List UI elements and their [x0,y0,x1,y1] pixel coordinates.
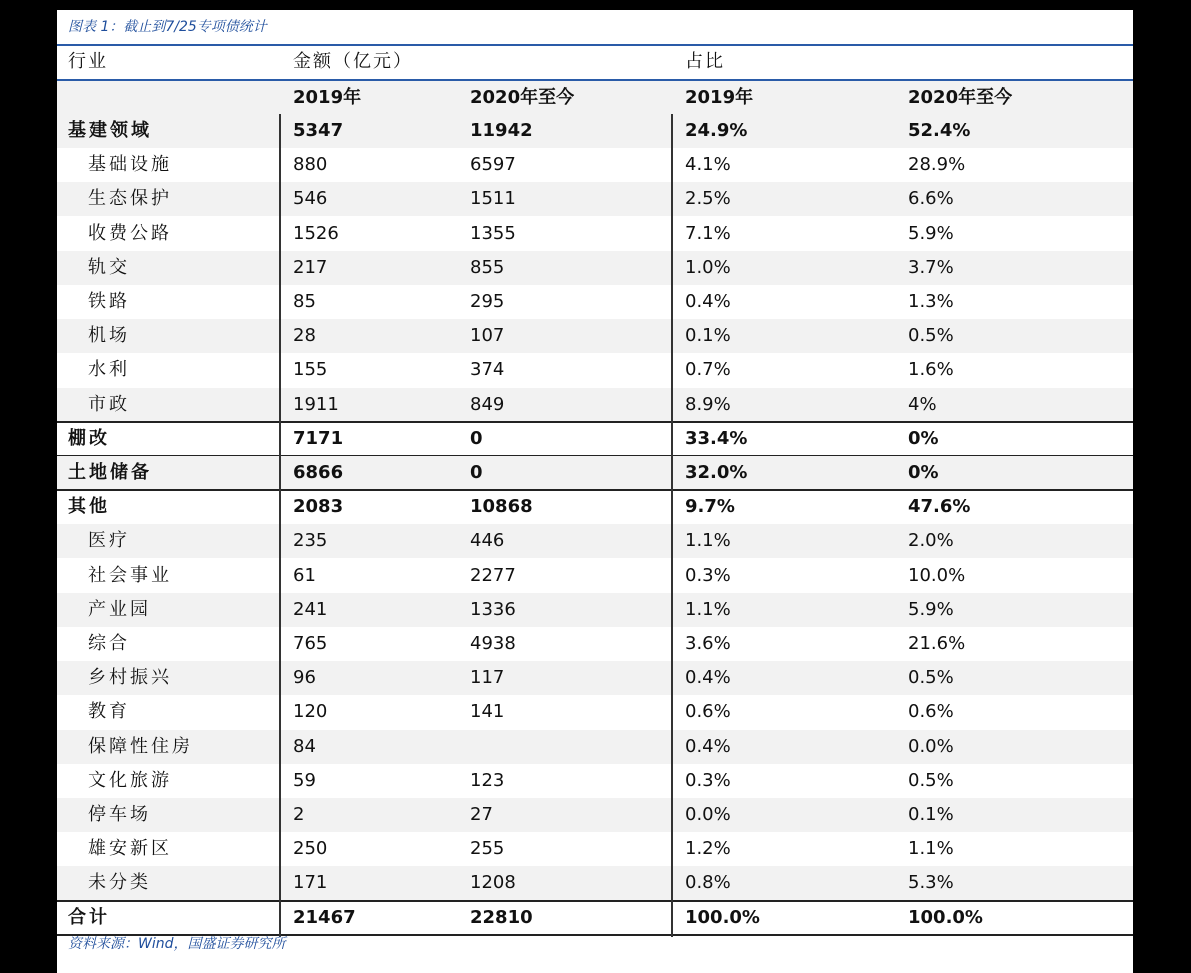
row-label: 生态保护 [88,188,172,209]
amount-2020: 0 [470,428,483,449]
share-2019: 33.4% [685,428,748,449]
amount-2020: 1336 [470,599,516,620]
table-row [57,148,1133,182]
amount-2019: 59 [293,770,316,791]
header-industry: 行业 [68,51,108,72]
amount-2019: 6866 [293,462,344,483]
share-2020: 47.6% [908,496,971,517]
amount-2019: 61 [293,565,316,586]
share-2019: 9.7% [685,496,735,517]
amount-2020: 1511 [470,188,516,209]
share-2019: 8.9% [685,394,731,415]
row-label: 基建领域 [68,120,152,141]
row-label: 收费公路 [88,223,172,244]
amount-2020: 374 [470,359,505,380]
share-2020: 1.1% [908,838,954,859]
table-row [57,524,1133,558]
row-label: 雄安新区 [88,838,172,859]
share-2019: 0.7% [685,359,731,380]
share-2019: 0.4% [685,667,731,688]
header-share-2020: 2020年至今 [908,87,1013,108]
amount-2020: 27 [470,804,493,825]
row-label: 医疗 [88,530,130,551]
table-row [57,217,1133,251]
share-2019: 1.1% [685,530,731,551]
amount-2019: 241 [293,599,328,620]
table-row [57,627,1133,661]
row-label: 棚改 [68,428,110,449]
amount-2020: 849 [470,394,505,415]
amount-2019: 2 [293,804,305,825]
row-label: 水利 [88,359,130,380]
row-label: 文化旅游 [88,770,172,791]
table-row [57,798,1133,832]
amount-2020: 141 [470,701,505,722]
row-label: 停车场 [88,804,151,825]
table-row [57,695,1133,729]
amount-2019: 84 [293,736,316,757]
row-label: 教育 [88,701,130,722]
share-2020: 1.6% [908,359,954,380]
amount-2019: 546 [293,188,328,209]
share-2019: 24.9% [685,120,748,141]
amount-2020: 295 [470,291,505,312]
amount-2019: 21467 [293,907,356,928]
amount-2019: 5347 [293,120,344,141]
amount-2019: 880 [293,154,328,175]
amount-2020: 855 [470,257,505,278]
row-label: 产业园 [88,599,151,620]
share-2020: 10.0% [908,565,966,586]
amount-2020: 11942 [470,120,533,141]
share-2019: 0.0% [685,804,731,825]
share-2019: 7.1% [685,223,731,244]
table-row [57,490,1133,524]
share-2019: 1.2% [685,838,731,859]
amount-2019: 85 [293,291,316,312]
row-label: 保障性住房 [88,736,193,757]
table-row [57,559,1133,593]
amount-2019: 171 [293,872,328,893]
amount-2019: 765 [293,633,328,654]
share-2019: 0.4% [685,736,731,757]
share-2020: 5.9% [908,599,954,620]
amount-2019: 1911 [293,394,339,415]
amount-2019: 235 [293,530,328,551]
share-2019: 0.3% [685,565,731,586]
row-label: 基础设施 [88,154,172,175]
row-label: 合计 [68,907,110,928]
table-row [57,901,1133,935]
column-divider-share [671,114,673,937]
amount-2020: 255 [470,838,505,859]
amount-2019: 28 [293,325,316,346]
row-label: 其他 [68,496,110,517]
share-2019: 1.1% [685,599,731,620]
amount-2020: 0 [470,462,483,483]
row-label: 未分类 [88,872,151,893]
share-2019: 2.5% [685,188,731,209]
amount-2019: 155 [293,359,328,380]
amount-2019: 1526 [293,223,339,244]
share-2019: 3.6% [685,633,731,654]
table-row [57,251,1133,285]
document-panel [57,10,1133,973]
share-2020: 0.6% [908,701,954,722]
column-divider-label [279,114,281,937]
table-row [57,422,1133,456]
share-2020: 4% [908,394,937,415]
table-row [57,832,1133,866]
amount-2020: 2277 [470,565,516,586]
share-2019: 32.0% [685,462,748,483]
row-label: 市政 [88,394,130,415]
share-2020: 28.9% [908,154,966,175]
amount-2019: 217 [293,257,328,278]
header-amount-2020: 2020年至今 [470,87,575,108]
amount-2019: 120 [293,701,328,722]
share-2020: 100.0% [908,907,983,928]
share-2019: 0.3% [685,770,731,791]
source-note: 资料来源：Wind，国盛证券研究所 [68,936,286,952]
share-2020: 21.6% [908,633,966,654]
figure-title: 图表 1：截止到7/25专项债统计 [68,19,267,35]
share-2020: 5.9% [908,223,954,244]
share-2020: 0% [908,428,939,449]
row-label: 乡村振兴 [88,667,172,688]
amount-2020: 1208 [470,872,516,893]
amount-2019: 7171 [293,428,344,449]
amount-2020: 117 [470,667,505,688]
share-2020: 3.7% [908,257,954,278]
share-2019: 0.4% [685,291,731,312]
amount-2020: 6597 [470,154,516,175]
amount-2020: 10868 [470,496,533,517]
share-2019: 100.0% [685,907,760,928]
share-2019: 4.1% [685,154,731,175]
table-row [57,661,1133,695]
amount-2020: 446 [470,530,505,551]
table-row [57,866,1133,900]
share-2020: 0.5% [908,325,954,346]
row-label: 土地储备 [68,462,152,483]
share-2020: 0.0% [908,736,954,757]
table-row [57,182,1133,216]
header-amount-group: 金额（亿元） [293,51,413,72]
header-amount-2019: 2019年 [293,87,362,108]
share-2020: 0.5% [908,770,954,791]
table-row [57,285,1133,319]
table-row [57,353,1133,387]
amount-2019: 2083 [293,496,344,517]
table-row [57,730,1133,764]
table-row [57,114,1133,148]
table-row [57,319,1133,353]
amount-2020: 107 [470,325,505,346]
table-row [57,593,1133,627]
header-share-group: 占比 [685,51,725,72]
table-row [57,388,1133,422]
share-2020: 2.0% [908,530,954,551]
amount-2019: 250 [293,838,328,859]
table-row [57,764,1133,798]
row-label: 铁路 [88,291,130,312]
share-2019: 0.6% [685,701,731,722]
amount-2020: 4938 [470,633,516,654]
amount-2020: 1355 [470,223,516,244]
share-2020: 52.4% [908,120,971,141]
table-row [57,456,1133,490]
amount-2019: 96 [293,667,316,688]
share-2019: 0.8% [685,872,731,893]
share-2020: 0.1% [908,804,954,825]
share-2020: 0.5% [908,667,954,688]
amount-2020: 22810 [470,907,533,928]
share-2020: 5.3% [908,872,954,893]
header-row-years [57,81,1133,115]
row-label: 机场 [88,325,130,346]
header-share-2019: 2019年 [685,87,754,108]
row-label: 轨交 [88,257,130,278]
amount-2020: 123 [470,770,505,791]
share-2020: 0% [908,462,939,483]
row-label: 综合 [88,633,130,654]
share-2020: 6.6% [908,188,954,209]
share-2019: 1.0% [685,257,731,278]
share-2019: 0.1% [685,325,731,346]
row-label: 社会事业 [88,565,172,586]
header-top-rule [57,44,1133,46]
share-2020: 1.3% [908,291,954,312]
